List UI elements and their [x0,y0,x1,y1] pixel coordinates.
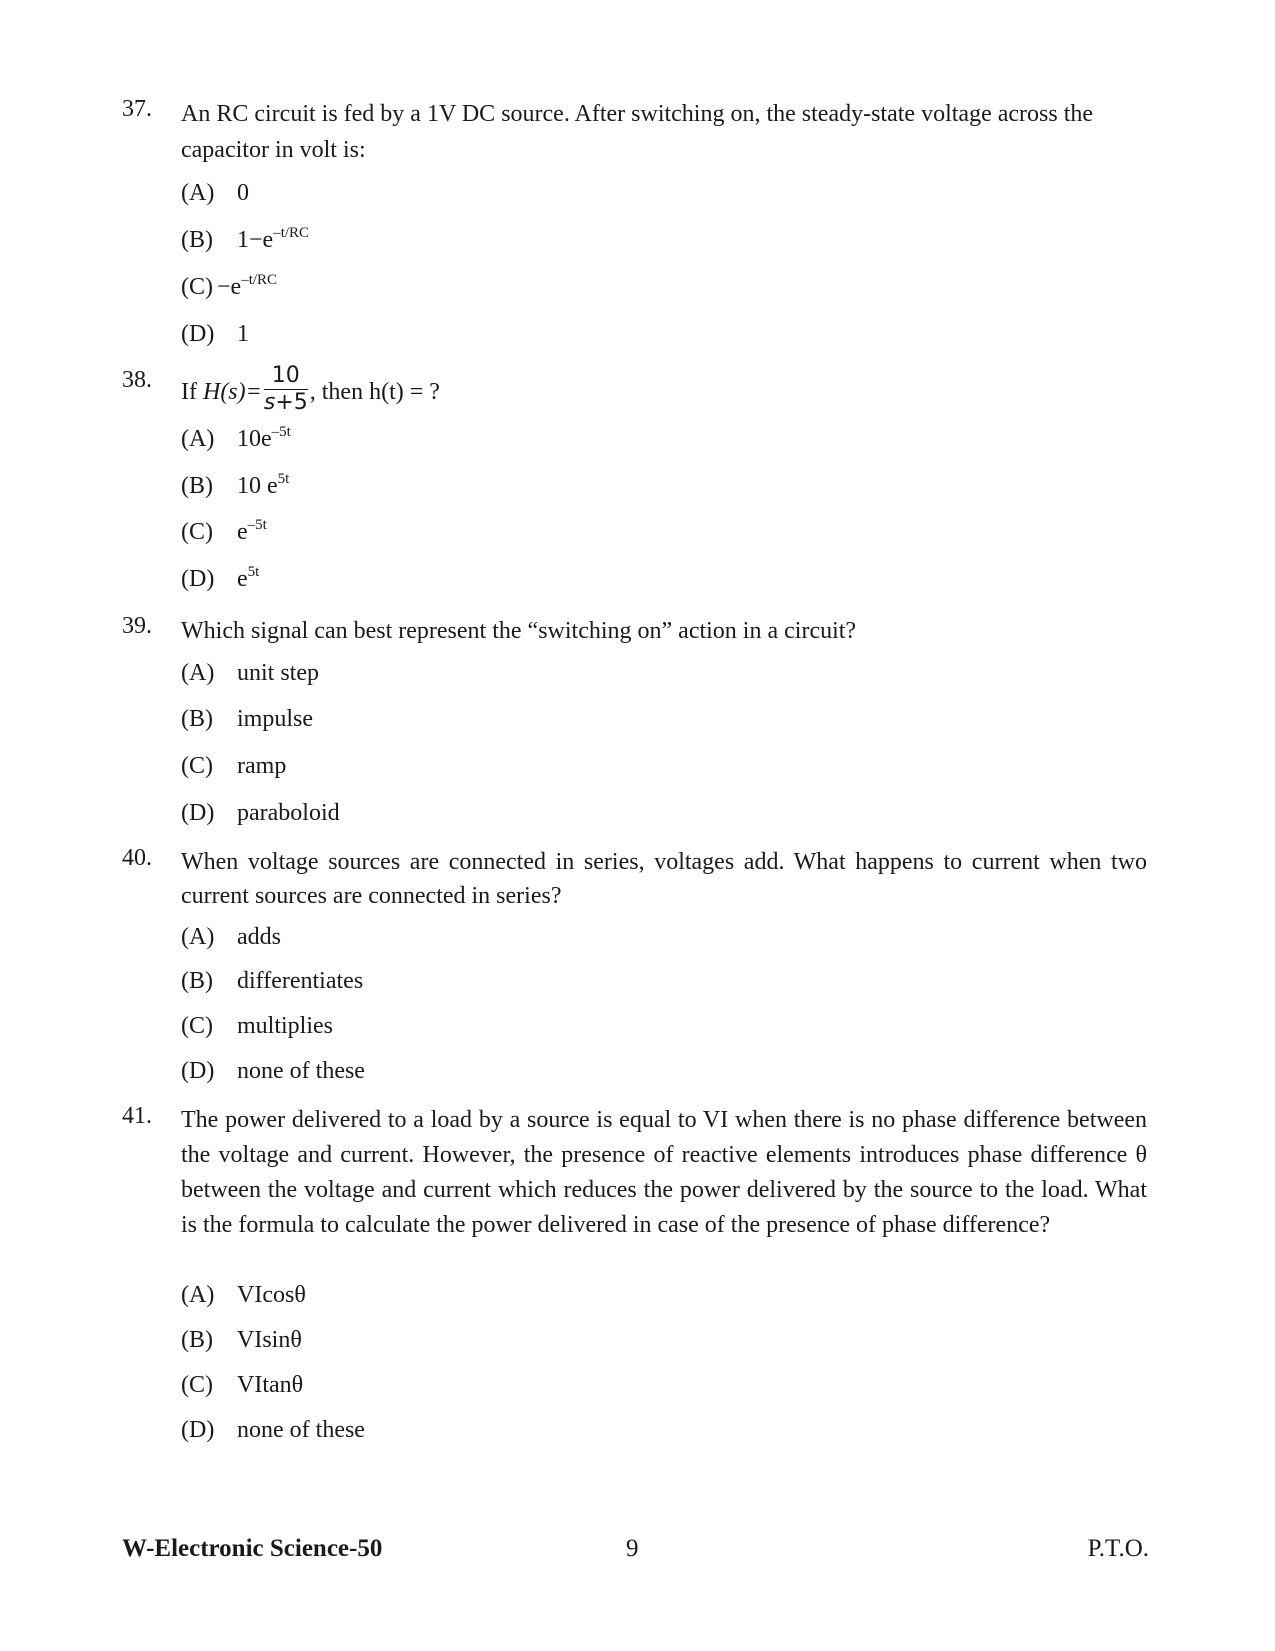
option-exponent: –5t [247,517,267,533]
option-base: e [237,566,248,592]
fraction-denominator [264,390,308,416]
option-exponent: –t/RC [241,272,278,288]
option-text: multiplies [237,1013,333,1039]
option-text: adds [237,924,281,950]
option-base: 10 e [237,473,278,499]
option-label: (D) [181,1417,215,1443]
option-text: VIcosθ [237,1282,306,1308]
denominator-rest: +5 [275,390,308,415]
option-base: e [237,519,248,545]
option-b [181,1327,302,1354]
question-number: 39. [122,613,152,639]
option-b [181,473,289,500]
question-suffix: , then h(t) = ? [309,379,440,406]
option-a [181,660,319,687]
option-text: VItanθ [237,1372,304,1398]
option-d [181,321,249,348]
option-label: (C) [181,1013,213,1039]
option-base: −e [217,274,242,300]
option-d [181,1058,365,1085]
option-label: (A) [181,180,215,206]
question-number: 40. [122,845,152,871]
option-text: 1 [237,321,249,347]
option-label: (B) [181,706,213,732]
denominator-var: s [263,390,276,415]
option-label: (D) [181,321,215,347]
option-text: impulse [237,706,313,732]
footer-page-number: 9 [626,1535,639,1562]
question-text: An RC circuit is fed by a 1V DC source. After switching on, the steady-state voltage across the capacitor in volt is: [181,101,1094,163]
question-text: Which signal can best represent the “switching on” action in a circuit? [181,618,857,644]
option-label: (C) [181,519,213,545]
option-exponent: –5t [271,424,291,440]
option-label: (D) [181,800,215,826]
option-c [181,1013,333,1040]
option-label: (B) [181,473,213,499]
question-text [181,363,440,420]
option-a [181,1282,306,1309]
option-text: ramp [237,753,287,779]
option-text: VIsinθ [237,1327,302,1353]
question-number: 38. [122,367,152,393]
option-b [181,706,313,733]
option-b [181,227,309,254]
fraction [264,363,308,416]
option-label: (D) [181,1058,215,1084]
option-base: 1−e [237,227,274,253]
option-d [181,1417,365,1444]
fraction-numerator: 10 [264,363,308,390]
option-exponent: 5t [247,564,260,580]
question-text: When voltage sources are connected in series, voltages add. What happens to current when two current sources are connected in series? [181,849,1147,909]
option-d [181,800,340,827]
option-c [181,1372,303,1399]
option-label: (C) [181,753,213,779]
option-a [181,924,281,951]
option-text: none of these [237,1058,365,1084]
option-base: 10e [237,426,272,452]
option-text: none of these [237,1417,365,1443]
option-label: (A) [181,924,215,950]
footer-pto: P.T.O. [1087,1535,1149,1562]
option-label: (A) [181,426,215,452]
option-label: (A) [181,1282,215,1308]
option-d [181,566,259,593]
option-label: (A) [181,660,215,686]
question-prefix: If [181,379,203,406]
option-label: (C) [181,274,213,300]
option-c [181,519,267,546]
option-text: differentiates [237,968,364,994]
option-a [181,180,249,207]
option-a [181,426,291,453]
footer-paper-code: W-Electronic Science-50 [122,1535,383,1562]
option-text: 0 [237,180,249,206]
question-number: 37. [122,96,152,122]
question-text: The power delivered to a load by a source is equal to VI when there is no phase difference between the voltage and current. However, the presence of reactive elements introduces phase difference θ between the voltage and current which reduces the power delivered by the source to the load. What is the formula to calculate the power delivered in case of the presence of phase difference? [181,1107,1147,1238]
option-text: paraboloid [237,800,340,826]
option-label: (B) [181,968,213,994]
option-b [181,968,363,995]
option-c [181,753,286,780]
option-c [181,274,277,301]
option-exponent: –t/RC [273,225,310,241]
option-exponent: 5t [277,471,290,487]
transfer-function: H(s)= [202,379,262,406]
option-text: unit step [237,660,319,686]
option-label: (B) [181,227,213,253]
option-label: (C) [181,1372,213,1398]
question-number: 41. [122,1103,152,1129]
option-label: (B) [181,1327,213,1353]
option-label: (D) [181,566,215,592]
